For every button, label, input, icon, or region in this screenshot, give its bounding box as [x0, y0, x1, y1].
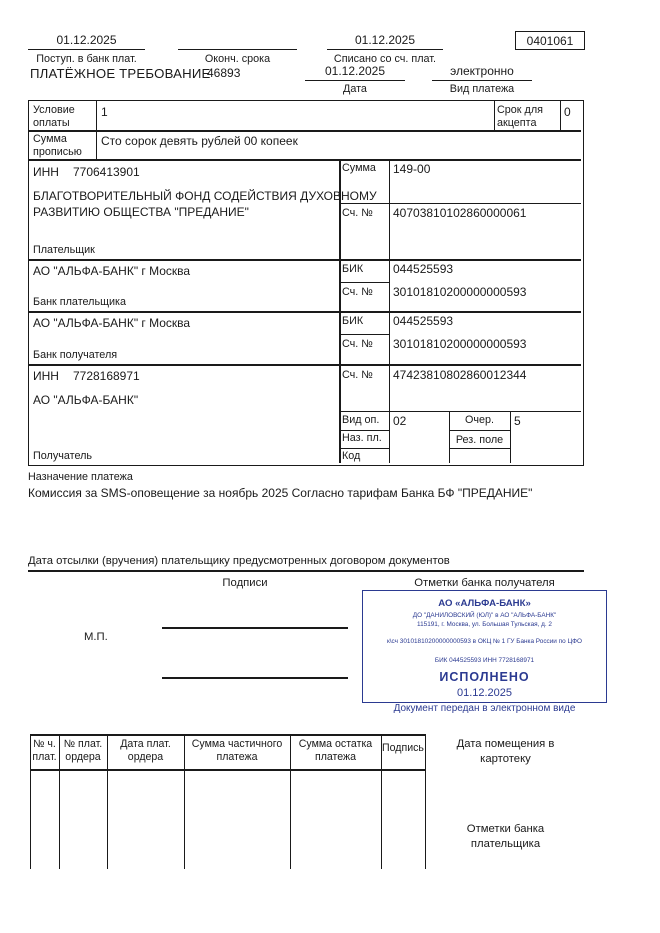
beneficiary-bank-name: АО "АЛЬФА-БАНК" г Москва [33, 316, 191, 330]
beneficiary-bank-account: 30101810200000000593 [393, 337, 527, 351]
beneficiary-bank-account-label: Сч. № [342, 338, 373, 350]
debited-date: 01.12.2025 [354, 33, 416, 47]
received-in-bank-label: Поступ. в банк плат. [36, 53, 137, 65]
payment-kind-label: Вид платежа [449, 83, 515, 95]
stamp-note: Документ передан в электронном виде [393, 702, 576, 714]
stamp-bank-name: АО «АЛЬФА-БАНК» [438, 598, 531, 609]
beneficiary-bank-bik: 044525593 [393, 314, 454, 328]
document-number: 46893 [207, 66, 241, 80]
payer-bank-bik: 044525593 [393, 262, 454, 276]
signature-line-2 [162, 677, 348, 679]
order-label: Очер. [464, 414, 495, 426]
dispatch-date-label: Дата отсылки (вручения) плательщику предусмотренных договором документов [28, 555, 450, 567]
received-in-bank-date: 01.12.2025 [56, 33, 117, 47]
payer-name-line2: РАЗВИТИЮ ОБЩЕСТВА "ПРЕДАНИЕ" [33, 205, 249, 219]
beneficiary-inn: 7728168971 [72, 369, 140, 383]
card-file-placement-label: Дата помещения в картотеку [456, 738, 555, 765]
col-partial-number: № ч. плат. [32, 738, 57, 764]
beneficiary-bank-bik-label: БИК [342, 315, 364, 327]
payer-account-label: Сч. № [342, 207, 373, 219]
stamp-corr-account: к\сч 30101810200000000593 в ОКЦ № 1 ГУ Банка России по ЦФО [386, 638, 582, 646]
stamp-address: 115191, г. Москва, ул. Большая Тульская, д. 2 [417, 620, 552, 628]
beneficiary-inn-row [33, 369, 140, 383]
signatures-label: Подписи [222, 577, 268, 589]
payment-kind: электронно [450, 64, 514, 78]
form-code-box [515, 31, 585, 50]
code-label: Код [342, 450, 361, 462]
debited-date-line [327, 49, 443, 50]
form-code: 0401061 [526, 33, 574, 48]
payer-name-line1: БЛАГОТВОРИТЕЛЬНЫЙ ФОНД СОДЕЙСТВИЯ ДУХОВНОМУ [33, 189, 377, 203]
payer-bank-name: АО "АЛЬФА-БАНК" г Москва [33, 264, 191, 278]
beneficiary-name: АО "АЛЬФА-БАНК" [33, 393, 139, 407]
payment-kind-line [432, 80, 532, 81]
payer-section-label: Плательщик [33, 244, 95, 256]
stamp-bik-inn: БИК 044525593 ИНН 7728168971 [434, 656, 535, 664]
document-date-label: Дата [343, 83, 367, 95]
reserve-field-label: Рез. поле [455, 434, 504, 446]
col-remaining-amount: Сумма остатка платежа [298, 738, 373, 764]
partial-payments-table [30, 734, 426, 869]
beneficiary-section-label: Получатель [33, 450, 93, 462]
beneficiary-bank-marks-label: Отметки банка получателя [414, 577, 555, 589]
accept-term-label: Срок для акцепта [497, 104, 543, 130]
col-signature: Подпись [382, 742, 424, 754]
purpose-section-label: Назначение платежа [28, 471, 133, 483]
op-kind-label: Вид оп. [342, 414, 380, 426]
purpose-code-label: Наз. пл. [342, 432, 382, 444]
payer-inn-label: ИНН [33, 165, 59, 179]
requisites-table [28, 100, 584, 466]
payer-bank-account: 30101810200000000593 [393, 285, 527, 299]
document-date-line [305, 80, 405, 81]
payer-inn-row [33, 165, 140, 179]
document-date: 01.12.2025 [324, 64, 386, 78]
col-order-date: Дата плат. ордера [120, 738, 171, 764]
purpose-text: Комиссия за SMS-оповещение за ноябрь 2025 Согласно тарифам Банка БФ "ПРЕДАНИЕ" [28, 486, 533, 500]
stamp-date: 01.12.2025 [456, 686, 513, 699]
stamp-place-label: М.П. [84, 631, 108, 643]
amount-label: Сумма [342, 162, 376, 174]
payer-bank-account-label: Сч. № [342, 286, 373, 298]
beneficiary-bank-section-label: Банк получателя [33, 349, 118, 361]
beneficiary-account: 47423810802860012344 [393, 368, 527, 382]
accept-term-value: 0 [564, 105, 571, 119]
dispatch-rule [28, 570, 584, 572]
order-value: 5 [514, 414, 521, 428]
amount-words-label: Сумма прописью [33, 133, 82, 159]
amount-words-value: Сто сорок девять рублей 00 копеек [101, 134, 298, 148]
due-date-label: Оконч. срока [204, 53, 271, 65]
received-in-bank-line [28, 49, 145, 50]
signature-line-1 [162, 627, 348, 629]
payment-terms-label: Условие оплаты [33, 104, 75, 130]
payment-terms-value: 1 [101, 105, 108, 119]
payer-bank-marks-label: Отметки банка плательщика [466, 823, 545, 850]
beneficiary-account-label: Сч. № [342, 369, 373, 381]
payer-bank-bik-label: БИК [342, 263, 364, 275]
op-kind-value: 02 [393, 414, 407, 428]
due-date-line [178, 49, 297, 50]
amount-value: 149-00 [393, 162, 431, 176]
stamp-branch: ДО "ДАНИЛОВСКИЙ (ЮЛ)" в АО "АЛЬФА-БАНК" [412, 612, 557, 619]
bank-execution-stamp [362, 590, 607, 714]
stamp-status: ИСПОЛНЕНО [439, 669, 530, 684]
document-title: ПЛАТЁЖНОЕ ТРЕБОВАНИЕ [30, 66, 211, 81]
payer-inn: 7706413901 [72, 165, 140, 179]
col-partial-amount: Сумма частичного платежа [191, 738, 283, 764]
payer-bank-section-label: Банк плательщика [33, 296, 126, 308]
col-order-number: № плат. ордера [63, 738, 103, 764]
payer-account: 40703810102860000061 [393, 206, 527, 220]
beneficiary-inn-label: ИНН [33, 369, 59, 383]
debited-date-label: Списано со сч. плат. [333, 53, 437, 65]
